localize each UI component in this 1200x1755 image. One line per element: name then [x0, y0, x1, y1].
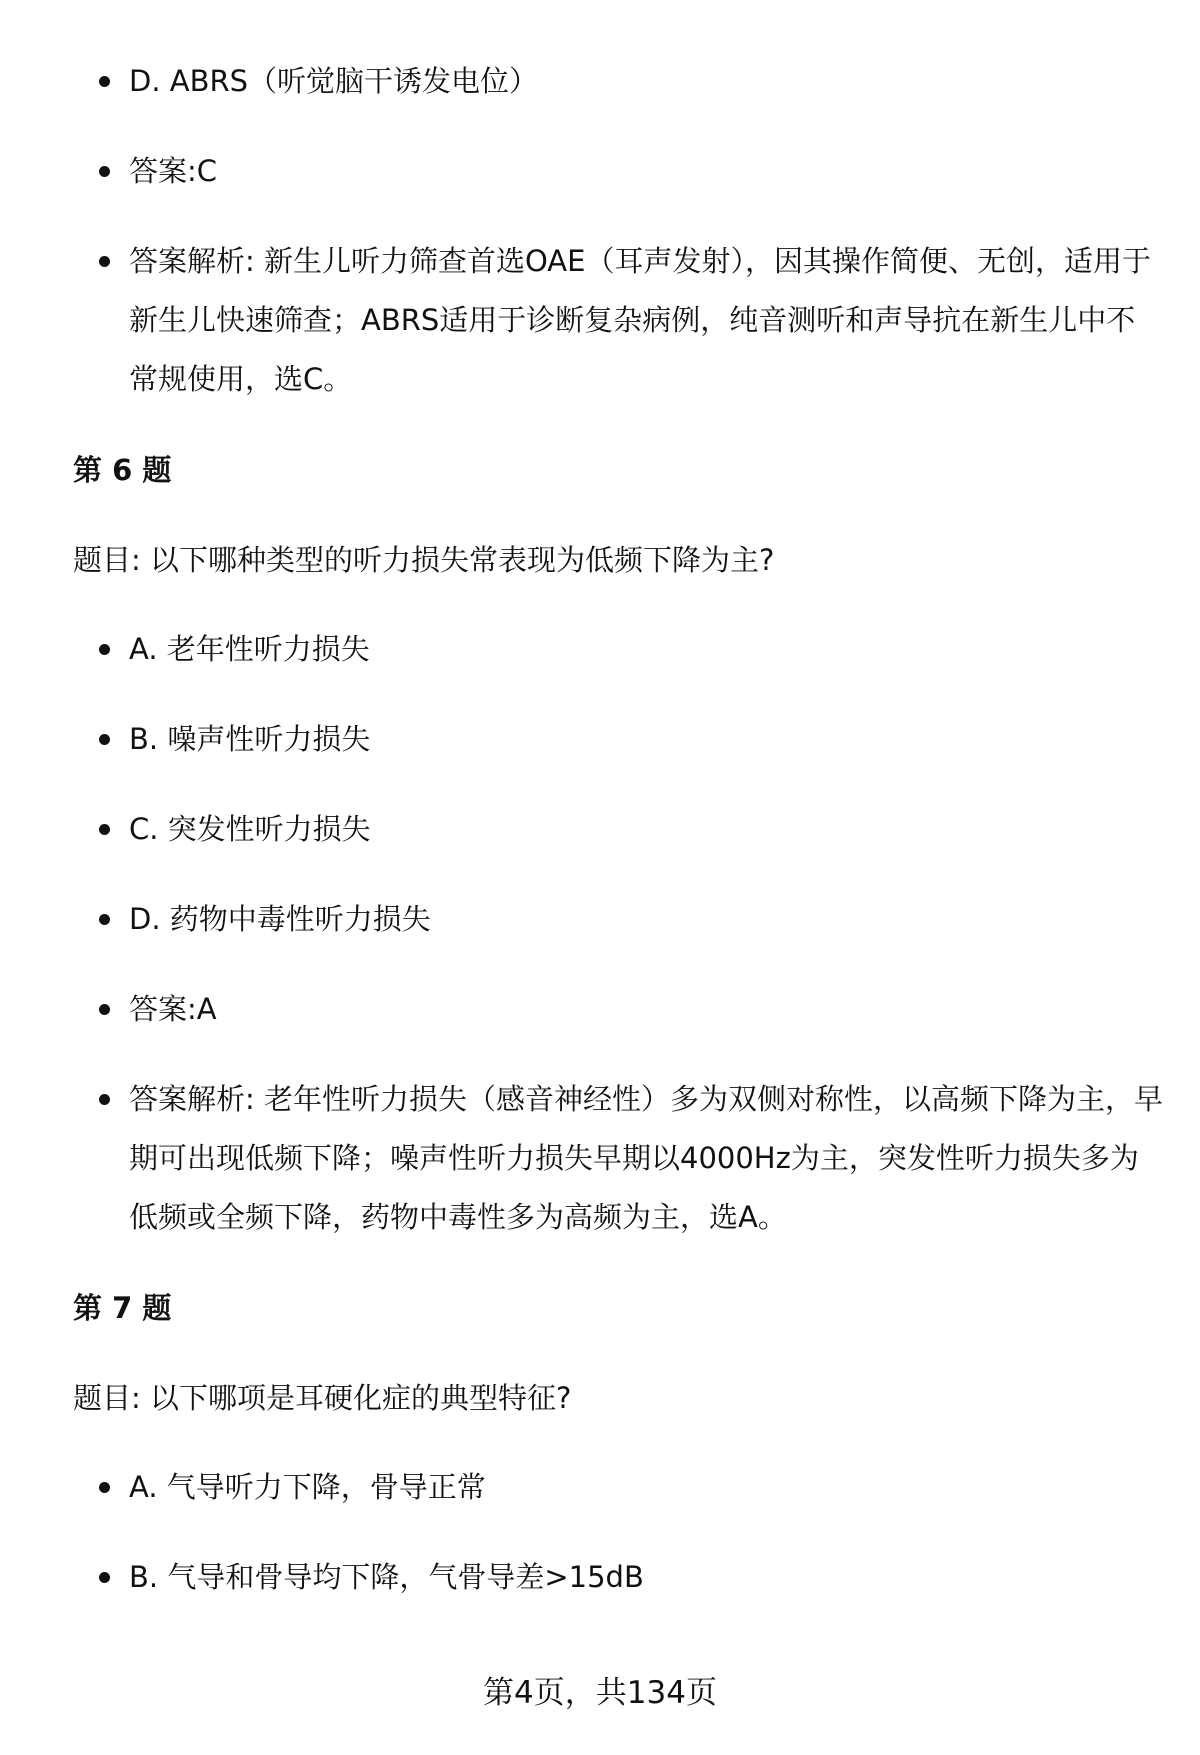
option-d-text: D. 药物中毒性听力损失 [129, 902, 431, 936]
list-item [73, 1548, 1163, 1607]
list-item [73, 1458, 1163, 1517]
question-7-list [73, 1458, 1163, 1607]
document-page [73, 52, 1163, 1638]
bullet-icon [99, 166, 110, 177]
list-item [73, 232, 1163, 409]
explanation-text: 答案解析: 新生儿听力筛查首选OAE（耳声发射），因其操作简便、无创，适用于新生儿快速筛查；ABRS适用于诊断复杂病例，纯音测听和声导抗在新生儿中不常规使用，选C。 [129, 244, 1151, 396]
option-c-text: C. 突发性听力损失 [129, 812, 371, 846]
bullet-icon [99, 734, 110, 745]
bullet-icon [99, 1572, 110, 1583]
list-item [73, 800, 1163, 859]
option-b-text: B. 气导和骨导均下降，气骨导差>15dB [129, 1560, 644, 1594]
previous-question-list [73, 52, 1163, 409]
bullet-icon [99, 1004, 110, 1015]
question-6-list [73, 620, 1163, 1247]
list-item [73, 710, 1163, 769]
bullet-icon [99, 644, 110, 655]
bullet-icon [99, 256, 110, 267]
list-item [73, 620, 1163, 679]
option-a-text: A. 气导听力下降，骨导正常 [129, 1470, 486, 1504]
option-b-text: B. 噪声性听力损失 [129, 722, 371, 756]
answer-text: 答案:C [129, 154, 218, 188]
list-item [73, 142, 1163, 201]
question-7-heading: 第 7 题 [73, 1291, 172, 1325]
bullet-icon [99, 914, 110, 925]
explanation-text: 答案解析: 老年性听力损失（感音神经性）多为双侧对称性，以高频下降为主，早期可出现低频下降；噪声性听力损失早期以4000Hz为主，突发性听力损失多为低频或全频下降，药物中毒性多为高频为主，选A。 [129, 1082, 1163, 1234]
answer-text: 答案:A [129, 992, 217, 1026]
page-number-footer: 第4页，共134页 [483, 1675, 717, 1711]
question-6-stem: 题目: 以下哪种类型的听力损失常表现为低频下降为主? [73, 543, 775, 577]
bullet-icon [99, 1482, 110, 1493]
bullet-icon [99, 1094, 110, 1105]
bullet-icon [99, 76, 110, 87]
question-7-stem: 题目: 以下哪项是耳硬化症的典型特征? [73, 1381, 572, 1415]
list-item [73, 1070, 1163, 1247]
list-item [73, 52, 1163, 111]
list-item [73, 980, 1163, 1039]
option-a-text: A. 老年性听力损失 [129, 632, 370, 666]
bullet-icon [99, 824, 110, 835]
question-6-heading: 第 6 题 [73, 453, 172, 487]
option-d-text: D. ABRS（听觉脑干诱发电位） [129, 64, 539, 98]
list-item [73, 890, 1163, 949]
